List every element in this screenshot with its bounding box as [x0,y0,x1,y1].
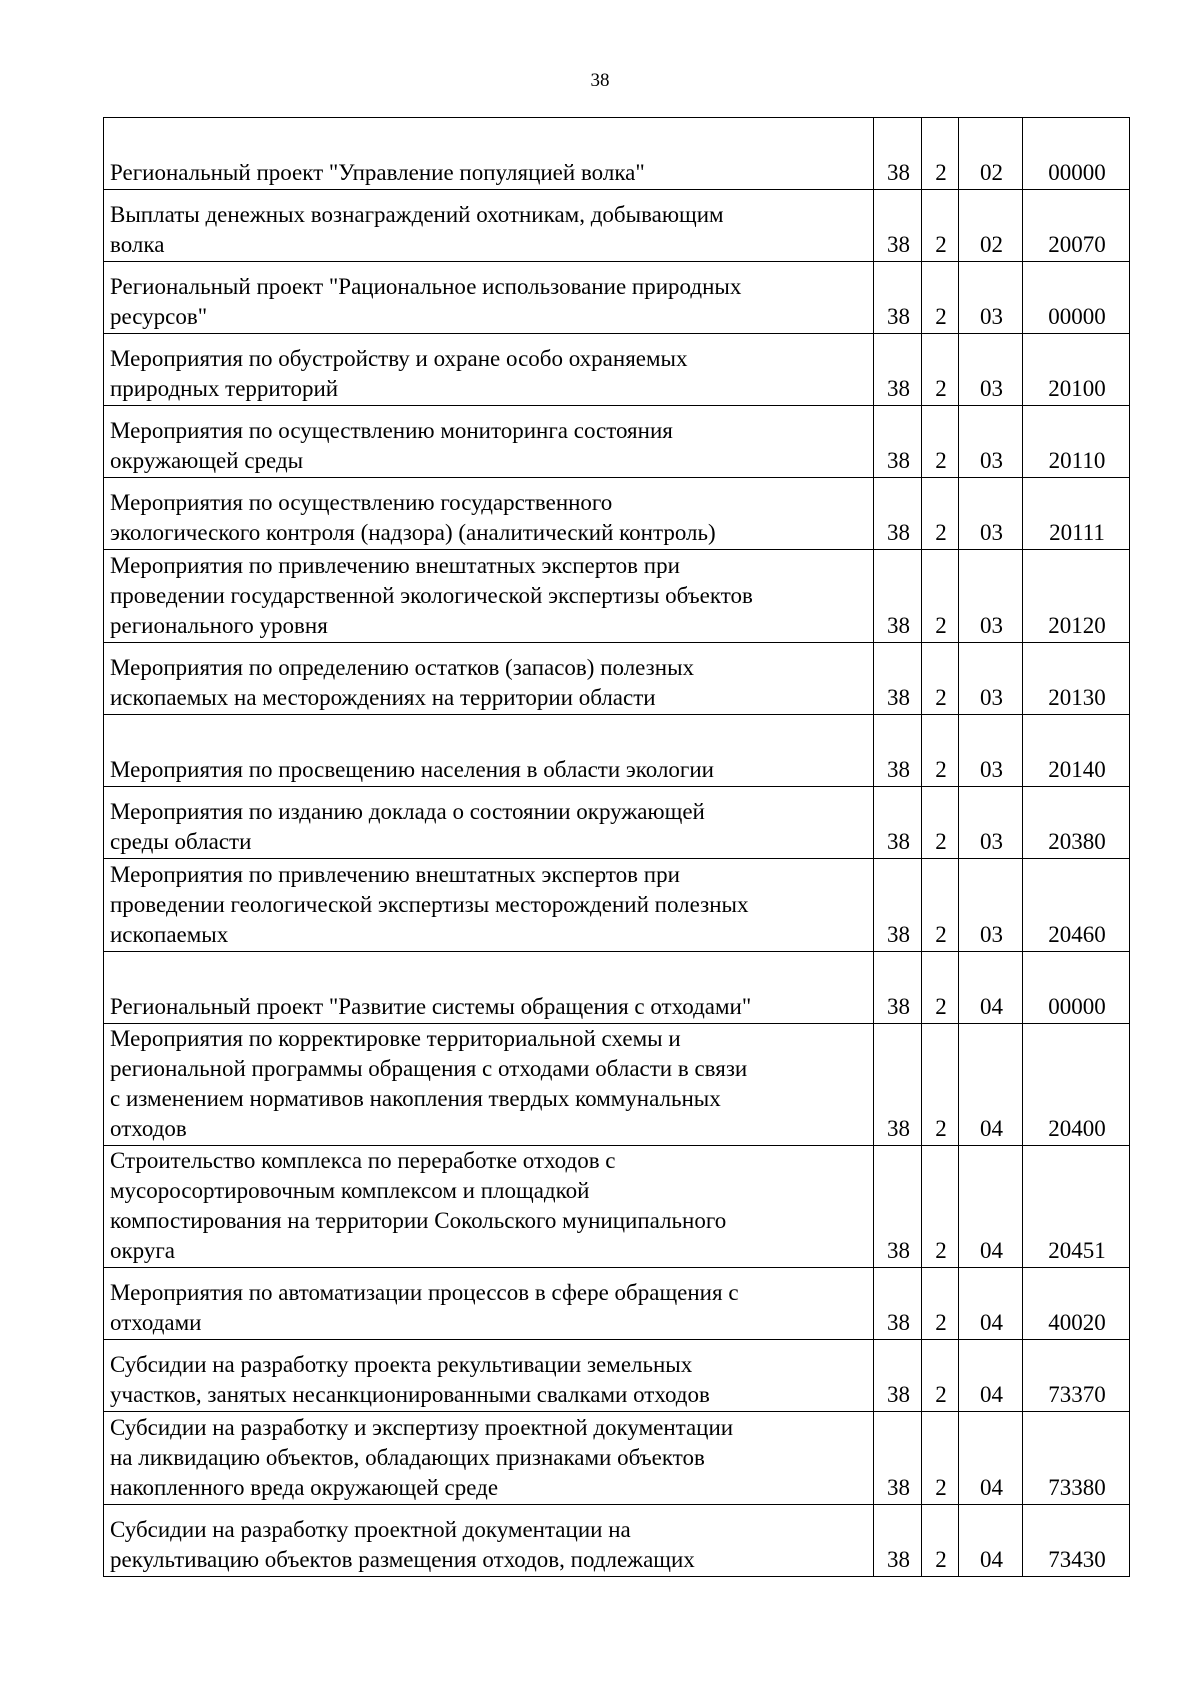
code-cell-c: 04 [959,1505,1023,1577]
table-row [104,715,1130,787]
code-cell-b: 2 [922,190,959,262]
code-cell-a: 38 [874,262,922,334]
code-cell-d: 00000 [1023,952,1130,1024]
code-cell-d: 00000 [1023,118,1130,190]
code-cell-a: 38 [874,952,922,1024]
table-row [104,859,1130,952]
row-name-cell: Мероприятия по определению остатков (запасов) полезных ископаемых на месторождениях на территории области [104,643,874,715]
table-row [104,1268,1130,1340]
code-cell-a: 38 [874,1146,922,1268]
row-name-cell: Субсидии на разработку и экспертизу проектной документации на ликвидацию объектов, обладающих признаками объектов накопленного вреда окружающей среде [104,1412,874,1505]
row-name-cell: Мероприятия по просвещению населения в области экологии [104,715,874,787]
table-row [104,1412,1130,1505]
table-row [104,1505,1130,1577]
code-cell-a: 38 [874,859,922,952]
row-name-cell: Мероприятия по осуществлению государственного экологического контроля (надзора) (аналитический контроль) [104,478,874,550]
row-name-cell: Мероприятия по корректировке территориальной схемы и региональной программы обращения с отходами области в связи с изменением нормативов накопления твердых коммунальных отходов [104,1024,874,1146]
row-name-cell: Выплаты денежных вознаграждений охотникам, добывающим волка [104,190,874,262]
code-cell-c: 04 [959,1146,1023,1268]
code-cell-a: 38 [874,1505,922,1577]
code-cell-d: 20070 [1023,190,1130,262]
code-cell-c: 03 [959,262,1023,334]
code-cell-d: 20111 [1023,478,1130,550]
code-cell-a: 38 [874,118,922,190]
table-row [104,952,1130,1024]
table-row [104,334,1130,406]
code-cell-b: 2 [922,334,959,406]
code-cell-c: 03 [959,334,1023,406]
code-cell-d: 20130 [1023,643,1130,715]
code-cell-a: 38 [874,1412,922,1505]
code-cell-b: 2 [922,262,959,334]
table-row [104,1024,1130,1146]
code-cell-b: 2 [922,715,959,787]
code-cell-d: 20120 [1023,550,1130,643]
code-cell-b: 2 [922,1146,959,1268]
table-row [104,1340,1130,1412]
table-row [104,118,1130,190]
code-cell-b: 2 [922,1340,959,1412]
code-cell-c: 04 [959,952,1023,1024]
code-cell-b: 2 [922,1505,959,1577]
code-cell-b: 2 [922,478,959,550]
table-row [104,643,1130,715]
code-cell-d: 20380 [1023,787,1130,859]
code-cell-a: 38 [874,715,922,787]
code-cell-b: 2 [922,406,959,478]
code-cell-c: 03 [959,787,1023,859]
table-row [104,1146,1130,1268]
code-cell-a: 38 [874,334,922,406]
code-cell-c: 02 [959,118,1023,190]
code-cell-c: 04 [959,1268,1023,1340]
code-cell-d: 20400 [1023,1024,1130,1146]
code-cell-d: 73370 [1023,1340,1130,1412]
code-cell-c: 04 [959,1340,1023,1412]
code-cell-b: 2 [922,787,959,859]
row-name-cell: Мероприятия по обустройству и охране особо охраняемых природных территорий [104,334,874,406]
table-row [104,787,1130,859]
code-cell-b: 2 [922,1024,959,1146]
table-row [104,190,1130,262]
code-cell-d: 40020 [1023,1268,1130,1340]
row-name-cell: Региональный проект "Рациональное использование природных ресурсов" [104,262,874,334]
row-name-cell: Строительство комплекса по переработке отходов с мусоросортировочным комплексом и площадкой компостирования на территории Сокольского муниципального округа [104,1146,874,1268]
code-cell-c: 04 [959,1412,1023,1505]
code-cell-b: 2 [922,550,959,643]
code-cell-b: 2 [922,1412,959,1505]
code-cell-c: 02 [959,190,1023,262]
row-name-cell: Мероприятия по привлечению внештатных экспертов при проведении геологической экспертизы месторождений полезных ископаемых [104,859,874,952]
code-cell-d: 73380 [1023,1412,1130,1505]
row-name-cell: Мероприятия по привлечению внештатных экспертов при проведении государственной экологической экспертизы объектов регионального уровня [104,550,874,643]
code-cell-c: 03 [959,478,1023,550]
code-cell-d: 20460 [1023,859,1130,952]
code-cell-a: 38 [874,406,922,478]
code-cell-b: 2 [922,643,959,715]
code-cell-a: 38 [874,1268,922,1340]
code-cell-a: 38 [874,643,922,715]
row-name-cell: Региональный проект "Управление популяцией волка" [104,118,874,190]
code-cell-d: 00000 [1023,262,1130,334]
code-cell-b: 2 [922,952,959,1024]
code-cell-b: 2 [922,859,959,952]
code-cell-d: 20451 [1023,1146,1130,1268]
code-cell-a: 38 [874,190,922,262]
code-cell-d: 20100 [1023,334,1130,406]
code-cell-b: 2 [922,118,959,190]
code-cell-d: 20110 [1023,406,1130,478]
row-name-cell: Мероприятия по автоматизации процессов в сфере обращения с отходами [104,1268,874,1340]
code-cell-c: 03 [959,859,1023,952]
code-cell-a: 38 [874,787,922,859]
code-cell-c: 03 [959,643,1023,715]
code-cell-b: 2 [922,1268,959,1340]
code-cell-d: 73430 [1023,1505,1130,1577]
row-name-cell: Субсидии на разработку проектной документации на рекультивацию объектов размещения отходов, подлежащих [104,1505,874,1577]
table-row [104,406,1130,478]
table-row [104,550,1130,643]
row-name-cell: Субсидии на разработку проекта рекультивации земельных участков, занятых несанкционированными свалками отходов [104,1340,874,1412]
row-name-cell: Мероприятия по осуществлению мониторинга состояния окружающей среды [104,406,874,478]
code-cell-c: 04 [959,1024,1023,1146]
table-row [104,262,1130,334]
row-name-cell: Мероприятия по изданию доклада о состоянии окружающей среды области [104,787,874,859]
code-cell-c: 03 [959,715,1023,787]
code-cell-c: 03 [959,550,1023,643]
code-cell-a: 38 [874,550,922,643]
row-name-cell: Региональный проект "Развитие системы обращения с отходами" [104,952,874,1024]
table-row [104,478,1130,550]
code-cell-d: 20140 [1023,715,1130,787]
code-cell-c: 03 [959,406,1023,478]
code-cell-a: 38 [874,1340,922,1412]
code-cell-a: 38 [874,1024,922,1146]
budget-classification-table [103,117,1130,1577]
page-number: 38 [590,70,610,91]
code-cell-a: 38 [874,478,922,550]
